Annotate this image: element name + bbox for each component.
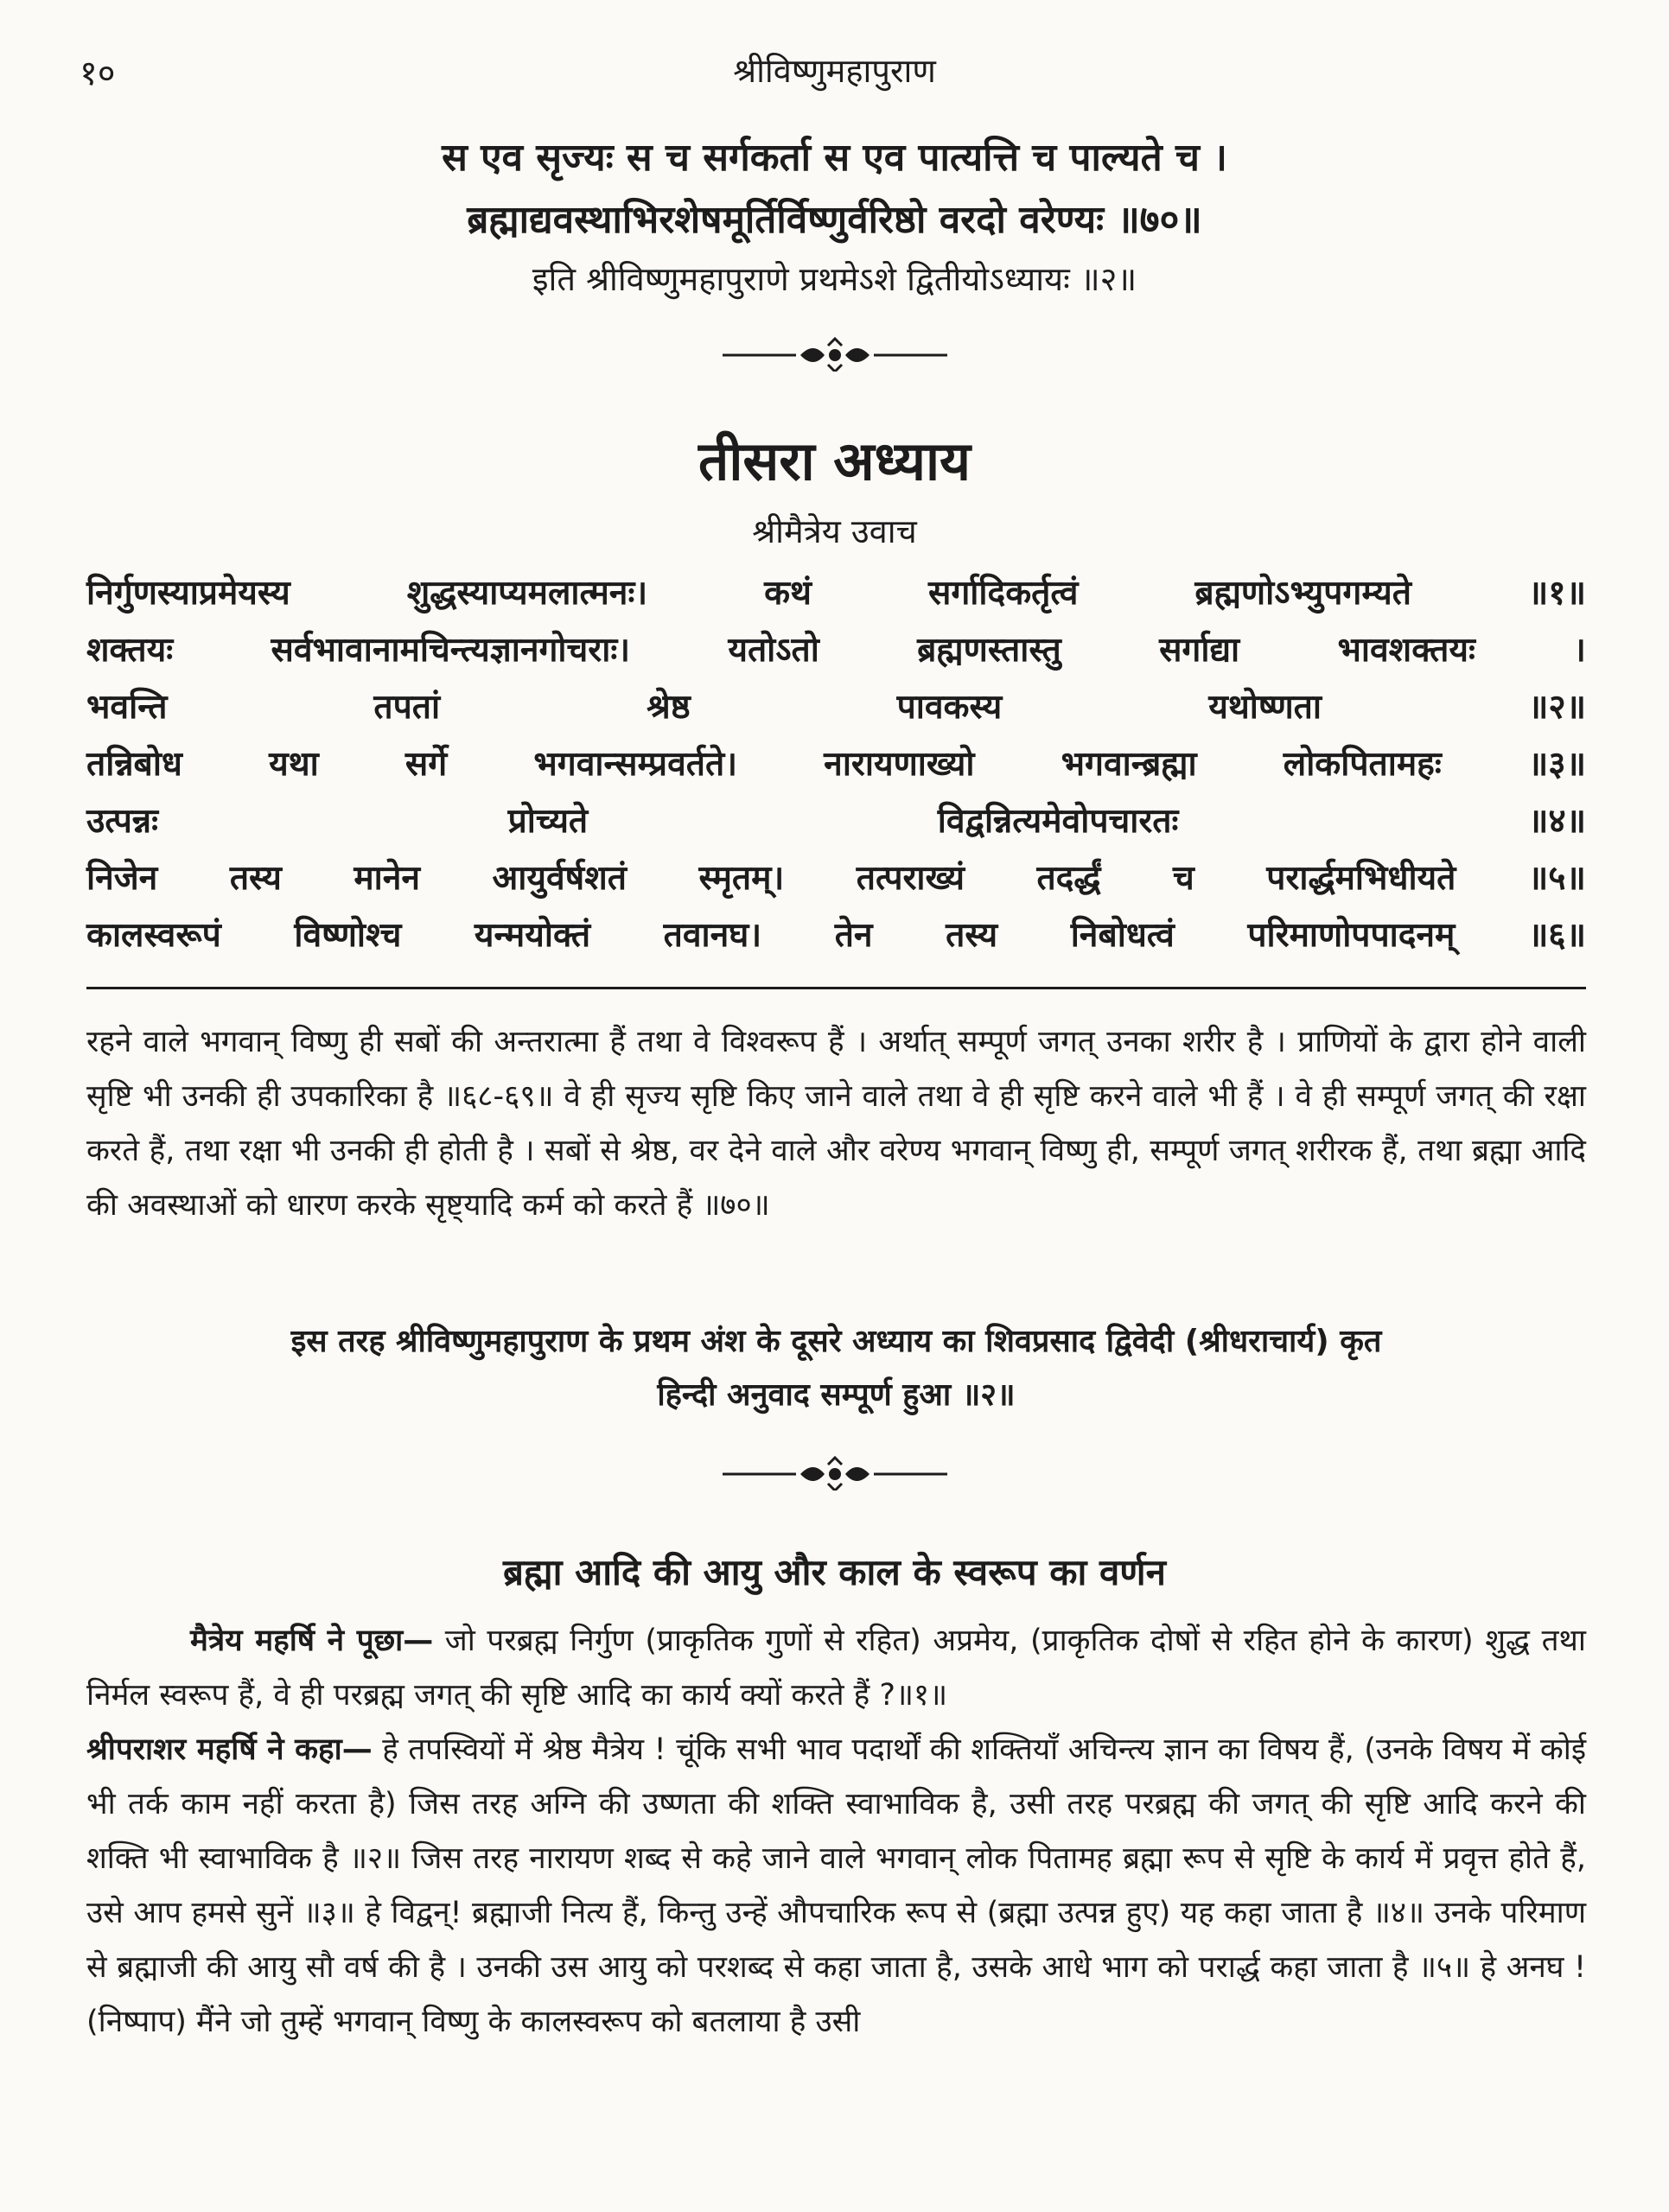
- commentary: [86, 1015, 1586, 1233]
- sloka-word: निर्गुणस्याप्रमेयस्य: [86, 574, 290, 613]
- floral-divider-icon: [0, 1456, 1669, 1491]
- sloka-word: तन्निबोध: [86, 745, 182, 784]
- sloka-word: आयुर्वर्षशतं: [492, 859, 627, 898]
- sloka-word: श्रेष्ठ: [647, 688, 691, 727]
- speaker-line: श्रीमैत्रेय उवाच: [752, 512, 917, 550]
- sloka-word: सर्गाद्या: [1159, 631, 1240, 670]
- sloka-word: निजेन: [86, 859, 158, 898]
- sloka-word: उत्पन्नः: [86, 802, 158, 841]
- maitreya-question: [86, 1614, 1586, 1723]
- commentary-paragraph: रहने वाले भगवान् विष्णु ही सबों की अन्तरात्मा हैं तथा वे विश्वरूप हैं । अर्थात् सम्पूर्ण जगत् उनका शरीर है । प्राणियों के द्वारा होने वाली सृष्टि भी उनकी ही उपकारिका है ॥६८-६९॥ वे ही सृज्य सृष्टि किए जाने वाले तथा वे ही सृष्टि करने वाले भी हैं । वे ही सम्पूर्ण जगत् की रक्षा करते हैं, तथा रक्षा भी उनकी ही होती है । सबों से श्रेष्ठ, वर देने वाले और वरेण्य भगवान् विष्णु ही, सम्पूर्ण जगत् शरीरक हैं, तथा ब्रह्मा आदि की अवस्थाओं को धारण करके सृष्ट्यादि कर्म को करते हैं ॥७०॥: [86, 1025, 1586, 1223]
- sloka-line: [86, 626, 1586, 671]
- sloka-word: भावशक्तयः: [1337, 631, 1475, 670]
- floral-divider-icon: [0, 337, 1669, 372]
- maitreya-text: जो परब्रह्म निर्गुण (प्राकृतिक गुणों से रहित) अप्रमेय, (प्राकृतिक दोषों से रहित होने के कारण) शुद्ध तथा निर्मल स्वरूप हैं, वे ही परब्रह्म जगत् की सृष्टि आदि का कार्य क्यों करते हैं ?॥१॥: [86, 1624, 1586, 1713]
- sloka-word: सर्वभावानामचिन्त्यज्ञानगोचराः।: [271, 631, 631, 670]
- sloka-word: शक्तयः: [86, 631, 174, 670]
- sloka-word: परार्द्धमभिधीयते: [1266, 859, 1456, 898]
- sloka-word: पावकस्य: [896, 688, 1003, 727]
- sloka-word: शुद्धस्याप्यमलात्मनः।: [406, 574, 648, 613]
- sloka-word: प्रोच्यते: [507, 802, 589, 841]
- sloka-word: कालस्वरूपं: [86, 916, 221, 955]
- page-number: १०: [80, 54, 116, 93]
- sloka-word: यतोऽतो: [728, 631, 819, 670]
- sloka-word: च: [1173, 859, 1194, 898]
- sloka-word: तपतां: [373, 688, 441, 727]
- sloka-line: [86, 797, 1586, 842]
- colophon: इति श्रीविष्णुमहापुराणे प्रथमेऽशे द्वितीयोऽध्यायः ॥२॥: [532, 260, 1137, 298]
- chapter-summary-line-1: इस तरह श्रीविष्णुमहापुराण के प्रथम अंश के दूसरे अध्याय का शिवप्रसाद द्विवेदी (श्रीधराचार्य) कृत: [290, 1324, 1382, 1359]
- parashara-lead: श्रीपराशर महर्षि ने कहा—: [86, 1732, 373, 1767]
- sloka-word: ॥१॥: [1527, 574, 1586, 613]
- sloka-word: ॥३॥: [1527, 745, 1586, 784]
- sloka-word: परिमाणोपपादनम्: [1247, 916, 1456, 955]
- sloka-word: कथं: [764, 574, 812, 613]
- sloka-word: तस्य: [946, 916, 998, 955]
- closing-verse-line-1: स एव सृज्यः स च सर्गकर्ता स एव पात्यत्ति च पाल्यते च ।: [442, 136, 1227, 180]
- sloka-line: [86, 854, 1586, 899]
- sloka-word: यन्मयोक्तं: [474, 916, 591, 955]
- sloka-word: तेन: [834, 916, 873, 955]
- sloka-word: भवन्ति: [86, 688, 168, 727]
- sloka-word: ॥५॥: [1527, 859, 1586, 898]
- running-title: श्रीविष्णुमहापुराण: [733, 52, 936, 90]
- sloka-word: लोकपितामहः: [1283, 745, 1442, 784]
- sloka-word: तस्य: [229, 859, 282, 898]
- sloka-word: ब्रह्मणोऽभ्युपगम्यते: [1194, 574, 1411, 613]
- sloka-word: ब्रह्मणस्तास्तु: [917, 631, 1061, 670]
- sloka-word: नारायणाख्यो: [824, 745, 975, 784]
- parashara-text: हे तपस्वियों में श्रेष्ठ मैत्रेय ! चूंकि सभी भाव पदार्थों की शक्तियाँ अचिन्त्य ज्ञान का विषय हैं, (उनके विषय में कोई भी तर्क काम नहीं करता है) जिस तरह अग्नि की उष्णता की शक्ति स्वाभाविक है, उसी तरह परब्रह्म की जगत् की सृष्टि आदि करने की शक्ति भी स्वाभाविक है ॥२॥ जिस तरह नारायण शब्द से कहे जाने वाले भगवान् लोक पितामह ब्रह्मा रूप से सृष्टि के कार्य में प्रवृत्त होते हैं, उसे आप हमसे सुनें ॥३॥ हे विद्वन्! ब्रह्माजी नित्य हैं, किन्तु उन्हें औपचारिक रूप से (ब्रह्मा उत्पन्न हुए) यह कहा जाता है ॥४॥ उनके परिमाण से ब्रह्माजी की आयु सौ वर्ष की है । उनकी उस आयु को परशब्द से कहा जाता है, उसके आधे भाग को परार्द्ध कहा जाता है ॥५॥ हे अनघ ! (निष्पाप) मैंने जो तुम्हें भगवान् विष्णु के कालस्वरूप को बतलाया है उसी: [86, 1732, 1587, 2039]
- sloka-word: भगवान्ब्रह्मा: [1061, 745, 1197, 784]
- sloka-word: तवानघ।: [663, 916, 762, 955]
- sloka-word: यथोष्णता: [1208, 688, 1322, 727]
- sloka-word: सर्गादिकर्तृत्वं: [927, 574, 1079, 613]
- sloka-word: ॥४॥: [1527, 802, 1586, 841]
- chapter-title: तीसरा अध्याय: [698, 429, 971, 493]
- sloka-word: ॥६॥: [1527, 916, 1586, 955]
- sloka-word: ।: [1573, 631, 1586, 670]
- sloka-word: निबोधत्वं: [1070, 916, 1175, 955]
- translation: [86, 1614, 1586, 2050]
- sloka-word: सर्गे: [405, 745, 448, 784]
- sloka-word: स्मृतम्।: [698, 859, 785, 898]
- maitreya-lead: मैत्रेय महर्षि ने पूछा—: [190, 1624, 434, 1658]
- sloka-word: मानेन: [354, 859, 421, 898]
- sloka-word: यथा: [269, 745, 319, 784]
- chapter-summary-line-2: हिन्दी अनुवाद सम्पूर्ण हुआ ॥२॥: [657, 1377, 1016, 1413]
- sloka-word: ॥२॥: [1527, 688, 1586, 727]
- sloka-line: [86, 569, 1586, 614]
- divider-rule: [86, 987, 1586, 989]
- sloka-word: तदर्द्धं: [1036, 859, 1101, 898]
- sloka-word: तत्पराख्यं: [856, 859, 965, 898]
- sloka-line: [86, 683, 1586, 728]
- sloka-word: विष्णोश्च: [294, 916, 402, 955]
- sloka-line: [86, 740, 1586, 785]
- sloka-word: भगवान्सम्प्रवर्तते।: [533, 745, 738, 784]
- sloka-word: विद्वन्नित्यमेवोपचारतः: [937, 802, 1179, 841]
- chapter-summary: [86, 1315, 1586, 1422]
- section-heading: ब्रह्मा आदि की आयु और काल के स्वरूप का वर्णन: [503, 1551, 1166, 1593]
- closing-verse-line-2: ब्रह्माद्यवस्थाभिरशेषमूर्तिर्विष्णुर्वरिष्ठो वरदो वरेण्यः ॥७०॥: [467, 198, 1202, 242]
- parashara-answer: [86, 1723, 1586, 2050]
- sloka-line: [86, 911, 1586, 957]
